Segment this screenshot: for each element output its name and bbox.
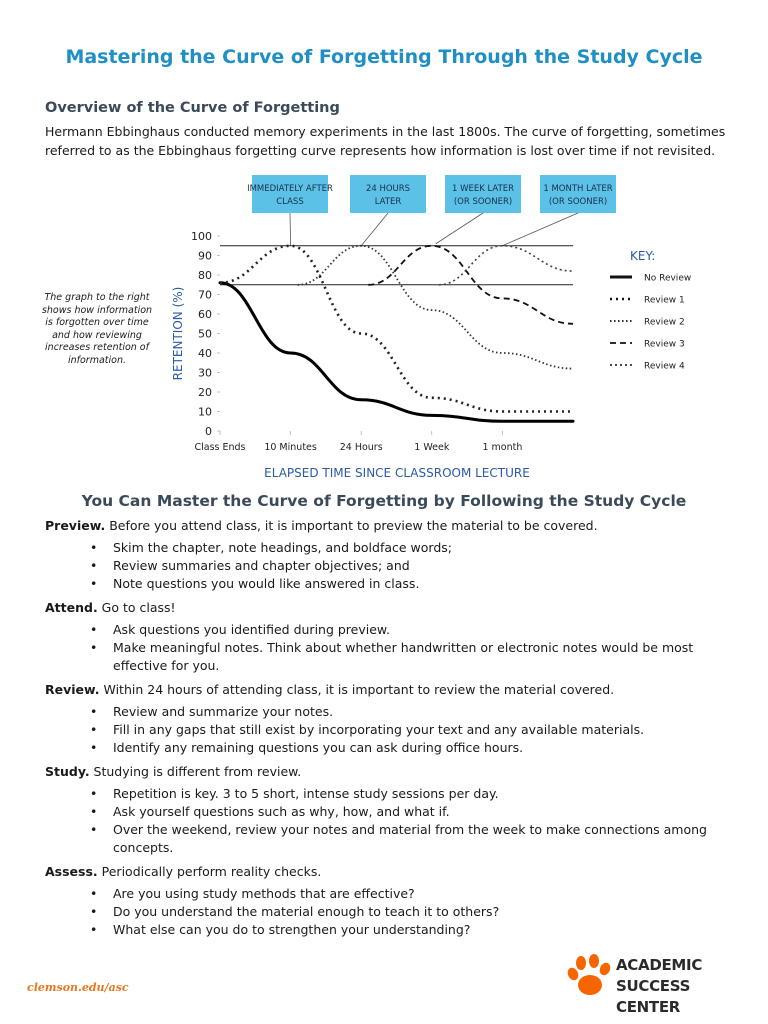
y-tick-label: 40 [198,347,212,360]
list-item: • Are you using study methods that are effective? [45,885,735,903]
chart-side-note: The graph to the right shows how information is forgotten over time and how reviewing increases retention of information. [41,292,153,366]
logo-line-2: SUCCESS CENTER [616,977,691,1016]
step-bullet-list [45,885,735,939]
step-study [45,763,735,857]
callout-pointer [502,213,578,246]
y-tick-label: 100 [191,230,212,243]
legend-entry: Review 4 [644,361,685,372]
overview-heading: Overview of the Curve of Forgetting [45,100,340,116]
step-label: Assess. [45,864,98,879]
list-item: • Over the weekend, review your notes and material from the week to make connections among concepts. [45,821,735,857]
callout-box [350,175,426,213]
callout-pointer [436,213,483,244]
x-tick-label: 1 Week [414,442,450,453]
forgetting-curve-chart [160,172,720,492]
step-intro [45,517,735,535]
x-tick-label: Class Ends [194,442,246,453]
step-label: Study. [45,764,90,779]
y-tick-label: 50 [198,327,212,341]
callout-label: LATER [374,197,402,207]
callout-label: 1 WEEK LATER [451,184,515,194]
list-item: • Identify any remaining questions you can ask during office hours. [45,739,735,757]
callout-label: 1 MONTH LATER [543,184,613,194]
y-tick-label: 80 [198,269,212,282]
callout-pointer [361,213,388,246]
y-tick-label: 60 [198,308,212,321]
legend-title: KEY: [630,249,656,263]
list-item: • Ask questions you identified during preview. [45,621,735,639]
callout-pointer [290,213,291,246]
y-tick-label: 0 [205,425,212,438]
study-cycle-heading: You Can Master the Curve of Forgetting by Following the Study Cycle [81,492,687,510]
legend-entry: Review 2 [644,317,685,328]
series-line-review-1 [220,246,573,412]
callout-label: (OR SOONER) [548,197,608,207]
step-text: Go to class! [97,600,176,615]
list-item: • Repetition is key. 3 to 5 short, intense study sessions per day. [45,785,735,803]
legend-entry: Review 1 [644,295,685,306]
page-title: Mastering the Curve of Forgetting Through the Study Cycle [65,46,703,68]
step-text: Periodically perform reality checks. [97,864,322,879]
list-item: • Fill in any gaps that still exist by incorporating your text and any available materials. [45,721,735,739]
step-review [45,681,735,757]
study-cycle-steps [45,517,735,945]
step-intro [45,763,735,781]
series-line-no-review [220,283,573,422]
series-line-review-4 [439,246,573,285]
step-text: Studying is different from review. [89,764,302,779]
x-axis-label: ELAPSED TIME SINCE CLASSROOM LECTURE [264,466,530,480]
x-tick-label: 1 month [482,442,523,453]
list-item: • Ask yourself questions such as why, how, and what if. [45,803,735,821]
step-intro [45,599,735,617]
step-text: Within 24 hours of attending class, it is important to review the material covered. [99,682,615,697]
step-label: Review. [45,682,100,697]
callout-label: 24 HOURS [365,184,411,194]
step-attend [45,599,735,675]
callout-label: (OR SOONER) [453,197,513,207]
y-tick-label: 30 [198,366,212,380]
y-tick-label: 90 [198,249,212,263]
callout-box [252,175,328,213]
callout-label: IMMEDIATELY AFTER [247,184,333,194]
step-bullet-list [45,785,735,857]
callout-box [445,175,521,213]
callout-label: CLASS [276,197,304,207]
list-item: • Do you understand the material enough to teach it to others? [45,903,735,921]
step-label: Preview. [45,518,106,533]
list-item: • Make meaningful notes. Think about whether handwritten or electronic notes would be most effective for you. [45,639,735,675]
overview-text: Hermann Ebbinghaus conducted memory experiments in the last 1800s. The curve of forgetting, sometimes referred to as the Ebbinghaus forgetting curve represents how information is lost over time if not revisited. [45,124,726,158]
y-tick-label: 70 [198,288,212,302]
list-item: • Review summaries and chapter objectives; and [45,557,735,575]
legend-entry: Review 3 [644,339,685,350]
step-intro [45,863,735,881]
series-line-review-2 [298,246,573,369]
academic-success-center-logo [566,952,736,1016]
x-tick-label: 24 Hours [339,442,383,453]
y-tick-label: 20 [198,386,212,399]
list-item: • Review and summarize your notes. [45,703,735,721]
step-text: Before you attend class, it is important to preview the material to be covered. [105,518,598,533]
list-item: • Skim the chapter, note headings, and boldface words; [45,539,735,557]
y-axis-label: RETENTION (%) [171,286,185,381]
tiger-paw-icon [566,954,612,1000]
step-assess [45,863,735,939]
step-intro [45,681,735,699]
logo-line-1: ACADEMIC [616,956,703,974]
legend-entry: No Review [644,273,692,284]
y-tick-label: 10 [198,405,212,419]
callout-box [540,175,616,213]
x-tick-label: 10 Minutes [264,442,317,453]
logo-text [616,955,736,1018]
list-item: • Note questions you would like answered in class. [45,575,735,593]
step-bullet-list [45,539,735,593]
step-bullet-list [45,703,735,757]
list-item: • What else can you do to strengthen your understanding? [45,921,735,939]
step-label: Attend. [45,600,98,615]
step-preview [45,517,735,593]
footer-link[interactable]: clemson.edu/asc [27,981,129,994]
step-bullet-list [45,621,735,675]
